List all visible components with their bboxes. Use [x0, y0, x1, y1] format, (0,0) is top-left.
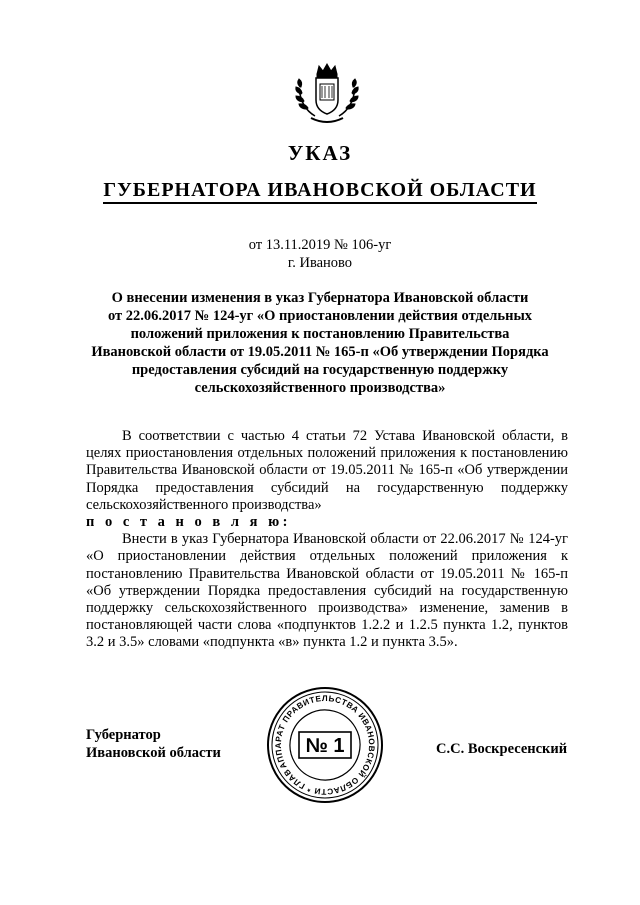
decree-paragraph: Внести в указ Губернатора Ивановской области от 22.06.2017 № 124-уг «О приостановлении действия отдельных положений приложения к постановлению Правительства Ивановской области от 19.05.2011 № 165-п «Об утверждении Порядка предоставления субсидий на государственную поддержку сельскохозяйственного производства» изменение, заменив в постановляющей части слова «подпунктов 1.2.2 и 1.2.5 пункта 1.2, пунктов 3.2 и 3.5» словами «подпункта «в» пункта 1.2 и пункта 3.5».	[86, 531, 568, 651]
subject-line: предоставления субсидий на государственную поддержку	[131, 362, 509, 378]
decree-word: п о с т а н о в л я ю:	[86, 514, 291, 531]
official-seal-icon	[265, 670, 385, 820]
document-subject	[80, 289, 560, 397]
position-line: Ивановской области	[86, 745, 221, 761]
date-number: от 13.11.2019 № 106-уг	[248, 237, 392, 253]
subject-line: от 22.06.2017 № 124-уг «О приостановлении действия отдельных	[107, 308, 533, 324]
seal-ring-text: АППАРАТ ПРАВИТЕЛЬСТВА ИВАНОВСКОЙ ОБЛАСТИ * ГЛАВНОЕ	[273, 693, 377, 797]
document-title: УКАЗ	[287, 141, 353, 165]
seal-number: № 1	[305, 735, 345, 757]
subject-line: Ивановской области от 19.05.2011 № 165-п «Об утверждении Порядка	[91, 344, 549, 360]
signatory-position	[86, 726, 221, 762]
subject-line: положений приложения к постановлению Правительства	[130, 326, 510, 342]
document-subtitle-text: ГУБЕРНАТОРА ИВАНОВСКОЙ ОБЛАСТИ	[103, 179, 536, 204]
position-line: Губернатор	[86, 727, 161, 743]
document-body	[86, 428, 568, 652]
city: г. Иваново	[287, 255, 353, 271]
document-meta	[0, 236, 640, 272]
preamble-paragraph: В соответствии с частью 4 статьи 72 Устава Ивановской области, в целях приостановления отдельных положений приложения к постановлению Правительства Ивановской области от 19.05.2011 № 165-п «Об утверждении Порядка предоставления субсидий на государственную поддержку сельскохозяйственного производства»	[86, 428, 568, 513]
subject-line: О внесении изменения в указ Губернатора Ивановской области	[111, 290, 529, 306]
document-subtitle	[0, 179, 640, 202]
subject-line: сельскохозяйственного производства»	[194, 380, 446, 396]
coat-of-arms-icon	[289, 60, 365, 130]
signatory-name: С.С. Воскресенский	[436, 741, 568, 757]
